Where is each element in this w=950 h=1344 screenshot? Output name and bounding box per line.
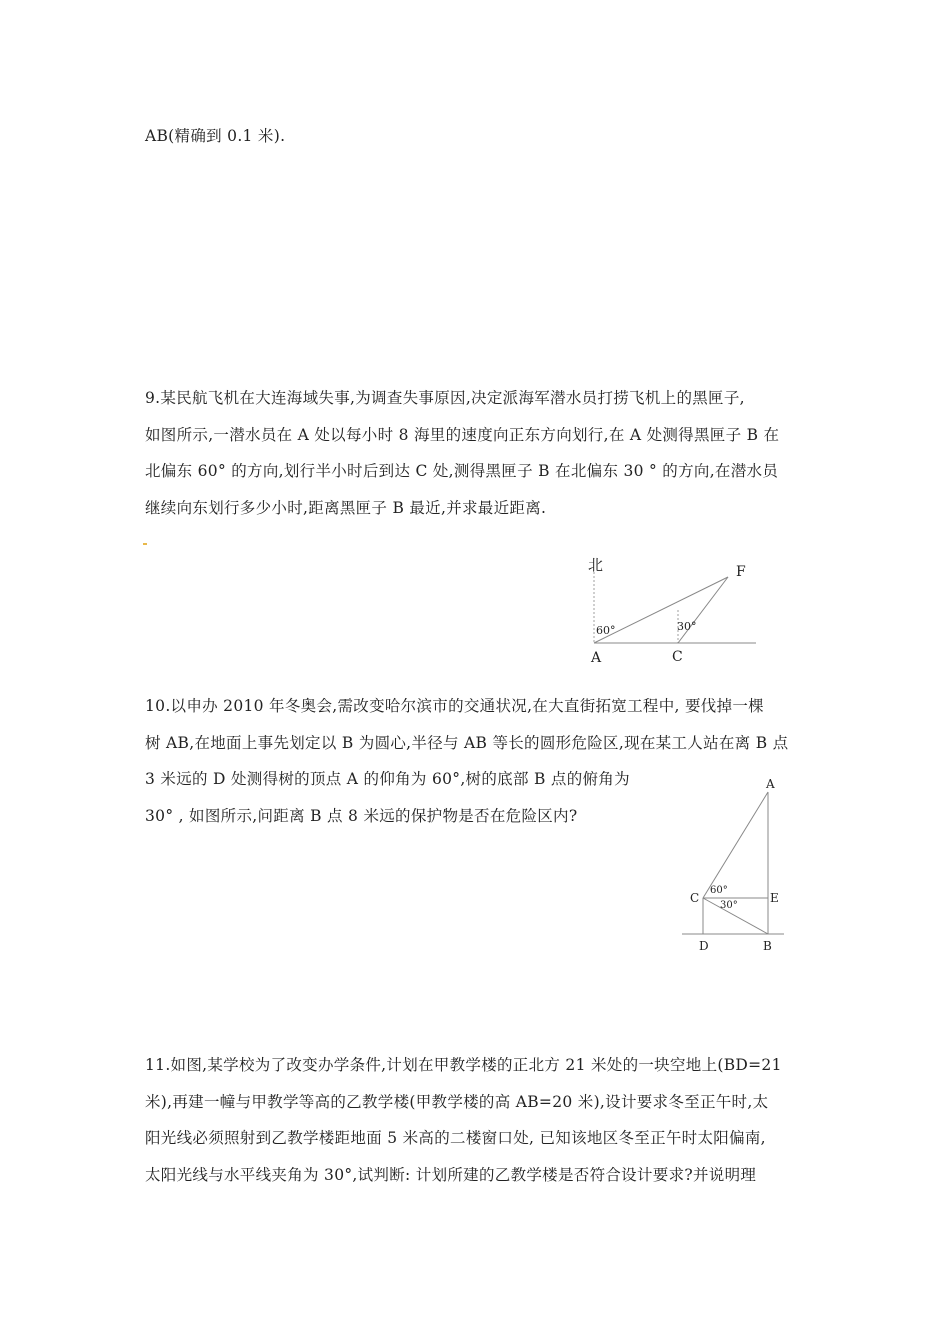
problem-10-figure	[682, 772, 792, 962]
text-line: AB(精确到 0.1 米).	[145, 127, 286, 145]
text-line: 米),再建一幢与甲教学等高的乙教学楼(甲教学楼的高 AB=20 米),设计要求冬至正午时,太	[145, 1092, 769, 1111]
label-B: B	[763, 939, 772, 953]
label-angle-30: 30°	[677, 620, 697, 633]
text-line: 继续向东划行多少小时,距离黑匣子 B 最近,并求最近距离.	[145, 498, 547, 517]
text-line: 30° , 如图所示,问距离 B 点 8 米远的保护物是否在危险区内?	[145, 806, 578, 825]
label-C: C	[672, 649, 683, 665]
label-angle-60: 60°	[710, 885, 728, 896]
label-angle-30: 30°	[720, 900, 738, 911]
text-line: 9.某民航飞机在大连海域失事,为调查失事原因,决定派海军潜水员打捞飞机上的黑匣子,	[145, 389, 745, 407]
text-line: 10.以申办 2010 年冬奥会,需改变哈尔滨市的交通状况,在大直街拓宽工程中, 要伐掉一棵	[145, 697, 764, 715]
text-line: 太阳光线与水平线夹角为 30°,试判断: 计划所建的乙教学楼是否符合设计要求?并说明理	[145, 1165, 757, 1184]
problem-9-text	[145, 380, 810, 526]
label-F: F	[736, 564, 746, 580]
label-angle-60: 60°	[596, 624, 616, 637]
label-E: E	[770, 891, 779, 905]
label-A: A	[766, 777, 775, 791]
text-line: 阳光线必须照射到乙教学楼距地面 5 米高的二楼窗口处, 已知该地区冬至正午时太阳偏南,	[145, 1129, 766, 1147]
text-line: 3 米远的 D 处测得树的顶点 A 的仰角为 60°,树的底部 B 点的俯角为	[145, 770, 630, 788]
line-C-A	[703, 792, 768, 898]
problem-11-text	[145, 1047, 810, 1193]
text-line: 北偏东 60° 的方向,划行半小时后到达 C 处,测得黑匣子 B 在北偏东 30 ° 的方向,在潜水员	[145, 462, 779, 480]
text-line: 11.如图,某学校为了改变办学条件,计划在甲教学楼的正北方 21 米处的一块空地上(BD=21	[145, 1056, 782, 1074]
label-C: C	[690, 891, 700, 905]
label-north: 北	[588, 556, 604, 574]
text-line: 如图所示,一潜水员在 A 处以每小时 8 海里的速度向正东方向划行,在 A 处测得黑匣子 B 在	[145, 425, 780, 444]
problem-9-figure	[580, 550, 770, 670]
line-C-F	[678, 577, 728, 643]
edit-mark	[143, 543, 147, 545]
text-line: 树 AB,在地面上事先划定以 B 为圆心,半径与 AB 等长的圆形危险区,现在某工人站在离 B 点	[145, 733, 789, 752]
continuation-line	[145, 118, 810, 155]
label-A: A	[591, 650, 602, 666]
label-D: D	[699, 939, 709, 953]
